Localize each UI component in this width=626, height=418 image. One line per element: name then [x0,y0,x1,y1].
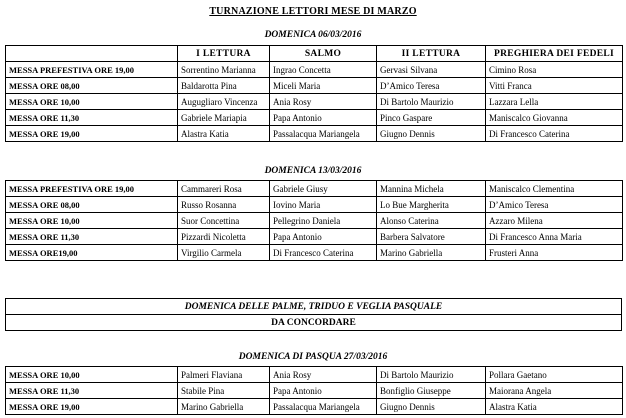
mass-time: MESSA ORE 10,00 [6,367,178,383]
prayer-reader: Vitti Franca [486,78,623,94]
psalm-reader: Miceli Maria [270,78,377,94]
mass-time: MESSA ORE 10,00 [6,213,178,229]
header-second-reading: II LETTURA [377,46,486,62]
sunday-title: DOMENICA DI PASQUA 27/03/2016 [238,352,388,362]
second-reader: Marino Gabriella [377,245,486,261]
psalm-reader: Di Francesco Caterina [270,245,377,261]
table-row [6,78,623,94]
mass-time: MESSA ORE 19,00 [6,126,178,142]
table-row [6,62,623,78]
first-reader: Pizzardi Nicoletta [178,229,270,245]
sunday-title: DOMENICA 06/03/2016 [264,30,362,40]
schedule-table [5,45,623,142]
palm-sunday-title: DOMENICA DELLE PALME, TRIDUO E VEGLIA PASQUALE [6,299,622,315]
second-reader: Mannina Michela [377,181,486,197]
first-reader: Augugliaro Vincenza [178,94,270,110]
palm-sunday-table [5,298,622,331]
table-row [6,367,623,383]
prayer-reader: Maniscalco Giovanna [486,110,623,126]
sunday-title: DOMENICA 13/03/2016 [264,166,362,176]
prayer-reader: Lazzara Lella [486,94,623,110]
table-row [6,110,623,126]
prayer-reader: Maniscalco Clementina [486,181,623,197]
schedule-table [5,366,623,415]
header-first-reading: I LETTURA [178,46,270,62]
header-prayer: PREGHIERA DEI FEDELI [486,46,623,62]
page-title: TURNAZIONE LETTORI MESE DI MARZO [209,6,417,17]
first-reader: Cammareri Rosa [178,181,270,197]
second-reader: Di Bartolo Maurizio [377,367,486,383]
psalm-reader: Papa Antonio [270,110,377,126]
psalm-reader: Ania Rosy [270,94,377,110]
prayer-reader: Cimino Rosa [486,62,623,78]
mass-time: MESSA ORE 08,00 [6,78,178,94]
header-row [6,46,623,62]
second-reader: Alonso Caterina [377,213,486,229]
first-reader: Sorrentino Marianna [178,62,270,78]
table-row [6,197,623,213]
first-reader: Stabile Pina [178,383,270,399]
first-reader: Marino Gabriella [178,399,270,415]
second-reader: Gervasi Silvana [377,62,486,78]
second-reader: D’Amico Teresa [377,78,486,94]
first-reader: Virgilio Carmela [178,245,270,261]
mass-time: MESSA ORE 11,30 [6,110,178,126]
prayer-reader: D’Amico Teresa [486,197,623,213]
first-reader: Palmeri Flaviana [178,367,270,383]
psalm-reader: Gabriele Giusy [270,181,377,197]
table-row [6,229,623,245]
second-reader: Giugno Dennis [377,126,486,142]
table-row [6,399,623,415]
prayer-reader: Di Francesco Anna Maria [486,229,623,245]
psalm-reader: Papa Antonio [270,383,377,399]
psalm-reader: Passalacqua Mariangela [270,126,377,142]
psalm-reader: Pellegrino Daniela [270,213,377,229]
psalm-reader: Papa Antonio [270,229,377,245]
prayer-reader: Azzaro Milena [486,213,623,229]
second-reader: Bonfiglio Giuseppe [377,383,486,399]
mass-time: MESSA ORE19,00 [6,245,178,261]
second-reader: Lo Bue Margherita [377,197,486,213]
second-reader: Giugno Dennis [377,399,486,415]
mass-time: MESSA PREFESTIVA ORE 19,00 [6,62,178,78]
psalm-reader: Passalacqua Mariangela [270,399,377,415]
table-row [6,213,623,229]
prayer-reader: Pollara Gaetano [486,367,623,383]
mass-time: MESSA ORE 11,30 [6,383,178,399]
table-row [6,94,623,110]
first-reader: Alastra Katia [178,126,270,142]
first-reader: Baldarotta Pina [178,78,270,94]
psalm-reader: Ingrao Concetta [270,62,377,78]
header-psalm: SALMO [270,46,377,62]
schedule-table [5,180,623,261]
mass-time: MESSA ORE 08,00 [6,197,178,213]
prayer-reader: Frusteri Anna [486,245,623,261]
first-reader: Gabriele Mariapia [178,110,270,126]
psalm-reader: Iovino Maria [270,197,377,213]
prayer-reader: Alastra Katia [486,399,623,415]
second-reader: Di Bartolo Maurizio [377,94,486,110]
mass-time: MESSA ORE 10,00 [6,94,178,110]
second-reader: Pinco Gaspare [377,110,486,126]
first-reader: Russo Rosanna [178,197,270,213]
psalm-reader: Ania Rosy [270,367,377,383]
first-reader: Suor Concettina [178,213,270,229]
table-row [6,383,623,399]
mass-time: MESSA PREFESTIVA ORE 19,00 [6,181,178,197]
mass-time: MESSA ORE 11,30 [6,229,178,245]
second-reader: Barbera Salvatore [377,229,486,245]
table-row [6,126,623,142]
table-row [6,181,623,197]
prayer-reader: Maiorana Angela [486,383,623,399]
table-row [6,245,623,261]
prayer-reader: Di Francesco Caterina [486,126,623,142]
mass-time: MESSA ORE 19,00 [6,399,178,415]
header-empty [6,46,178,62]
palm-sunday-note: DA CONCORDARE [6,315,622,331]
